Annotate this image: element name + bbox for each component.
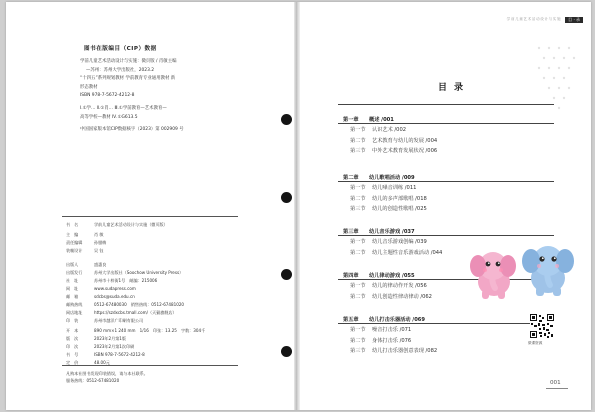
imprint-footer-line: 服务热线：0512-67481020 [66, 378, 120, 383]
imprint-key: 责任编辑 [66, 240, 83, 245]
imprint-value: 吴 钰 [94, 248, 104, 253]
toc-section[interactable] [350, 282, 427, 289]
decorative-dot-pattern [529, 42, 581, 132]
imprint-value: 0512-67480030 销售热线：0512-67481020 [94, 302, 185, 307]
imprint-key: 社 址 [66, 278, 79, 283]
imprint-row [66, 240, 106, 246]
toc-section[interactable] [350, 137, 437, 144]
toc-chapter-number: 第二章 [343, 175, 359, 181]
imprint-value: 890 mm×1 240 mm 1/16 印张：13.25 字数：304千 [94, 328, 206, 333]
toc-chapter-number: 第三章 [343, 229, 359, 235]
book-spread [6, 2, 591, 410]
toc-chapter-rule [338, 235, 554, 236]
blue-elephant-illustration [518, 240, 578, 300]
imprint-bottom-rule [62, 365, 238, 366]
toc-section-title: 幼儿打击乐器创意表现 /082 [372, 348, 438, 354]
binding-hole [281, 269, 292, 280]
toc-section-number: 第二节 [350, 137, 366, 144]
binding-hole [281, 114, 292, 125]
imprint-value: 学前儿童艺术活动设计与实施（微页版） [94, 222, 168, 227]
imprint-row [66, 232, 104, 238]
toc-section-number: 第一节 [350, 327, 366, 333]
toc-section-number: 第二节 [350, 293, 366, 300]
toc-section[interactable] [350, 184, 416, 191]
toc-chapter-title: 概述 /001 [369, 117, 394, 123]
pink-elephant-illustration [466, 246, 522, 302]
imprint-key: 出版人 [66, 262, 79, 267]
imprint-value: ISBN 978-7-5672-4212-8 [94, 352, 145, 357]
imprint-footer-line: 凡购本社图书发现印装错误，请与本社联系。 [66, 371, 148, 376]
toc-section-number: 第二节 [350, 195, 366, 202]
cip-line: 学前儿童艺术活动设计与实施：微页版 / 肖敏主编 [80, 59, 177, 64]
imprint-value: sdcbs@suda.edu.cn [94, 294, 135, 299]
imprint-key: 版 次 [66, 336, 79, 341]
imprint-key: 出版发行 [66, 270, 83, 275]
imprint-row [66, 286, 136, 292]
imprint-row [66, 222, 168, 228]
toc-section[interactable] [350, 347, 437, 354]
imprint-value: 苏州市越洋广印刷有限公司 [94, 318, 144, 323]
toc-section[interactable] [350, 238, 427, 245]
imprint-value: 2023年2月第1版 [94, 336, 127, 341]
imprint-key: 网店地址 [66, 310, 83, 315]
page-number: 001 [550, 380, 561, 386]
toc-section[interactable] [350, 337, 411, 344]
imprint-value: 苏州大学出版社（Soochow University Press） [94, 270, 184, 275]
binding-hole [281, 346, 292, 357]
toc-section-title: 幼儿音乐游戏创编 /039 [372, 239, 427, 245]
imprint-row [66, 352, 145, 358]
cip-block [80, 58, 212, 135]
running-header [507, 16, 583, 23]
imprint-key: 邮购热线 [66, 302, 83, 307]
toc-chapter-number: 第五章 [343, 317, 359, 323]
toc-section-title: 幼儿的律动作开发 /056 [372, 283, 427, 289]
imprint-key: 书 号 [66, 352, 79, 357]
toc-section[interactable] [350, 147, 437, 154]
toc-section-number: 第一节 [350, 127, 366, 133]
imprint-value: 孙腊梅 [94, 240, 107, 245]
imprint-key: 开 本 [66, 328, 79, 333]
toc-section-number: 第一节 [350, 283, 366, 289]
imprint-row [66, 302, 184, 308]
imprint-row [66, 248, 104, 254]
imprint-row [66, 344, 134, 350]
toc-section-title: 中外艺术教育发展状况 /006 [372, 148, 438, 154]
toc-chapter-title: 幼儿歌唱活动 /009 [369, 175, 415, 181]
toc-chapter-title: 幼儿律动游戏 /055 [369, 273, 415, 279]
qr-caption: 微课资源 [528, 341, 543, 345]
cip-isbn: ISBN 978-7-5672-4212-8 [80, 93, 135, 99]
imprint-row [66, 328, 205, 334]
toc-chapter[interactable] [343, 272, 415, 279]
page-number-rule [546, 388, 568, 389]
imprint-key: 装帧设计 [66, 248, 83, 253]
toc-section-number: 第一节 [350, 239, 366, 245]
cip-line: 高等学校—教材 Ⅳ.①G613.5 [80, 114, 138, 120]
imprint-row [66, 318, 143, 324]
running-header-title: 学前儿童艺术活动设计与实施 [506, 17, 562, 21]
imprint-row [66, 262, 106, 268]
toc-chapter[interactable] [343, 228, 415, 235]
imprint-key: 主 编 [66, 232, 79, 237]
imprint-key: 邮 箱 [66, 294, 79, 299]
toc-section[interactable] [350, 249, 442, 256]
toc-section-number: 第一节 [350, 185, 366, 191]
imprint-value: https://szdxcbs.tmall.com/（天猫旗舰店） [94, 310, 177, 315]
toc-section-title: 认识艺术 /002 [372, 127, 407, 133]
toc-section-number: 第二节 [350, 249, 366, 256]
imprint-value: 盛惠良 [94, 262, 107, 267]
imprint-value: www.sudapress.com [94, 286, 136, 291]
cip-line: —苏州：苏州大学出版社，2023.2 [86, 67, 155, 73]
cip-line: Ⅰ.①学… Ⅱ.①肖… Ⅲ.①学前教育—艺术教育— [80, 105, 167, 111]
imprint-value: 2023年2月第1次印刷 [94, 344, 135, 349]
imprint-row [66, 310, 177, 316]
toc-chapter-number: 第一章 [343, 117, 359, 123]
toc-chapter-title: 幼儿音乐游戏 /037 [369, 229, 415, 235]
imprint-value: 肖 敏 [94, 232, 104, 237]
imprint-key: 书 名 [66, 222, 79, 227]
imprint-key: 印 装 [66, 318, 79, 323]
cip-record-number: 中国国家版本馆CIP数据核字（2023）第 002909 号 [80, 127, 184, 133]
toc-section-title: 幼儿的创造性歌唱 /025 [372, 206, 427, 212]
contents-page [298, 2, 591, 410]
toc-section-number: 第三节 [350, 206, 366, 212]
toc-section-title: 幼儿创造性律动律动 /062 [372, 293, 432, 300]
toc-chapter-rule [338, 323, 554, 324]
toc-chapter-rule [338, 123, 554, 124]
binding-hole [281, 192, 292, 203]
toc-section-title: 幼儿主题性音乐游戏活动 /044 [372, 249, 443, 256]
toc-section[interactable] [350, 293, 432, 300]
imprint-key: 印 次 [66, 344, 79, 349]
imprint-row [66, 294, 135, 300]
toc-section-title: 身体打击乐 /076 [372, 337, 412, 344]
running-header-tag: 目 · 录 [565, 17, 583, 23]
imprint-footer [66, 370, 148, 384]
toc-chapter-title: 幼儿打击乐器活动 /069 [369, 317, 426, 323]
qr-code-icon[interactable] [530, 314, 554, 338]
toc-chapter[interactable] [343, 316, 425, 323]
toc-section[interactable] [350, 126, 406, 133]
toc-chapter[interactable] [343, 116, 394, 123]
cip-title: 图书在版编目（CIP）数据 [84, 46, 157, 52]
toc-section[interactable] [350, 205, 427, 212]
toc-section-title: 噪音打击乐 /071 [372, 327, 412, 333]
toc-section[interactable] [350, 195, 427, 202]
toc-section-number: 第二节 [350, 337, 366, 344]
toc-title-rule [338, 104, 554, 105]
imprint-row [66, 278, 157, 284]
toc-section-title: 幼儿嗓音训练 /011 [372, 185, 417, 191]
toc-section[interactable] [350, 326, 411, 333]
imprint-value: 苏州市十梓街1号 邮编：215006 [94, 278, 158, 283]
cip-line: 形态教材 [80, 84, 98, 90]
toc-section-number: 第三节 [350, 348, 366, 354]
toc-chapter-rule [338, 181, 554, 182]
imprint-value: 48.00元 [94, 360, 110, 365]
imprint-key: 定 价 [66, 360, 79, 365]
toc-chapter[interactable] [343, 174, 415, 181]
toc-chapter-number: 第四章 [343, 273, 359, 279]
imprint-row [66, 336, 126, 342]
imprint-row [66, 270, 183, 276]
toc-section-number: 第三节 [350, 148, 366, 154]
imprint-top-rule [62, 216, 238, 217]
copyright-page [6, 2, 296, 410]
toc-section-title: 幼儿的多声部歌唱 /018 [372, 195, 427, 202]
toc-title: 目录 [438, 83, 471, 93]
toc-section-title: 艺术教育与幼儿的发展 /004 [372, 137, 438, 144]
imprint-key: 网 址 [66, 286, 79, 291]
cip-line: “十四五”系列规划教材 学前教育专业通用教材 新 [80, 76, 176, 82]
